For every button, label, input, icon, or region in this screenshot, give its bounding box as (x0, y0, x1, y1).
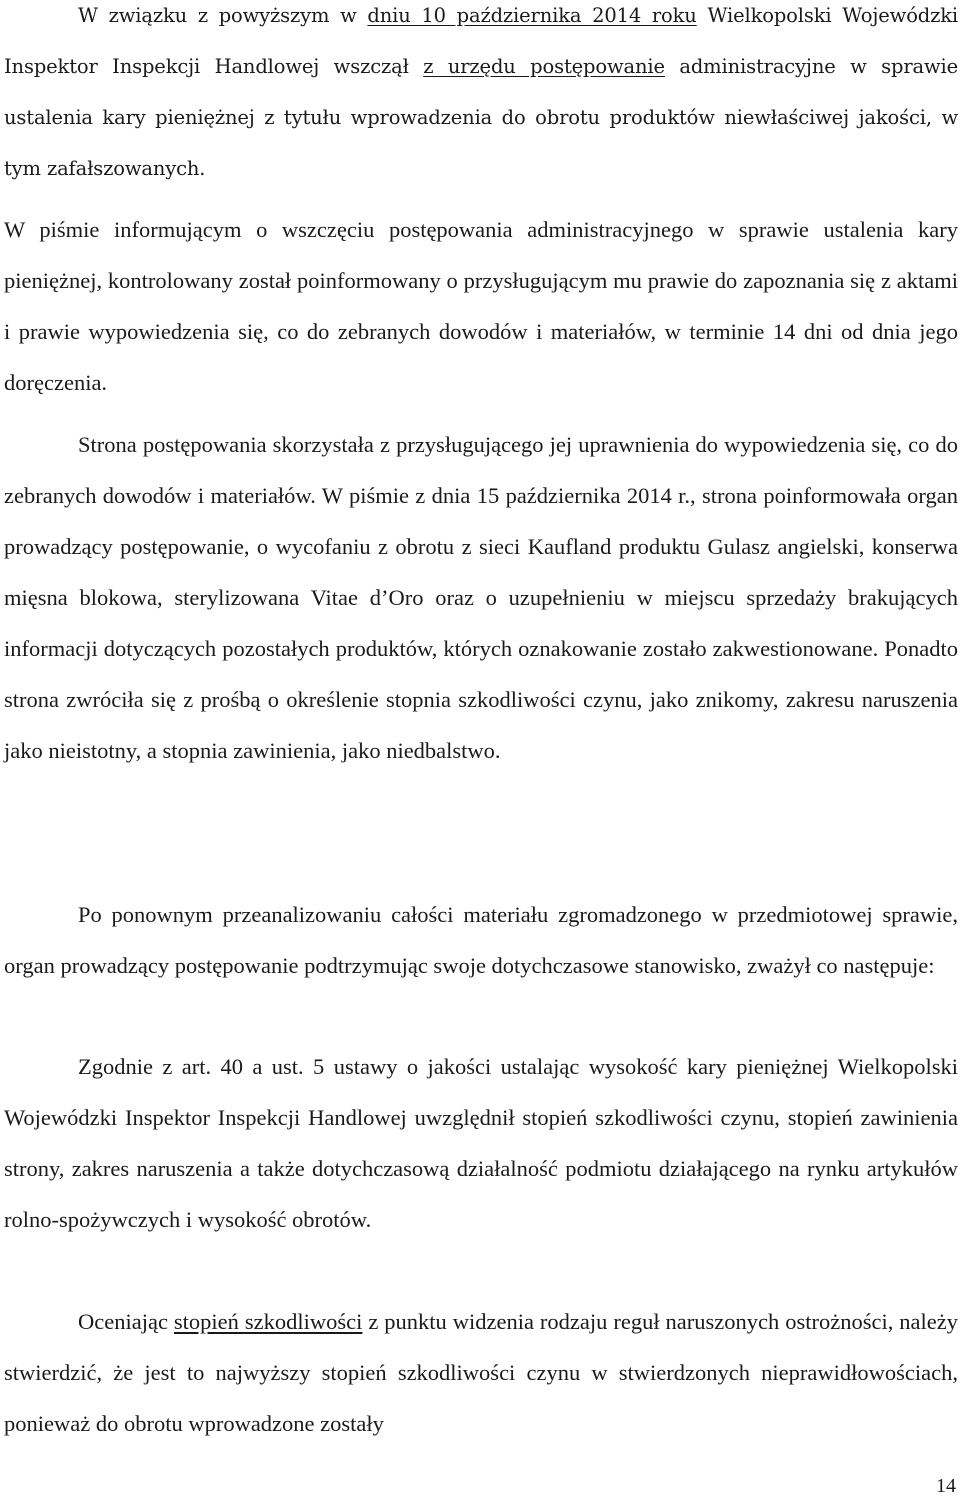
paragraph-notification: W piśmie informującym o wszczęciu postępowania administracyjnego w sprawie ustalenia kary pieniężnej, kontrolowany został poinformowany o przysługującym mu prawie do zapoznania się z aktami i prawie wypowiedzenia się, co do zebranych dowodów i materiałów, w terminie 14 dni od dnia jego doręczenia. (4, 217, 958, 395)
text-run: administracyjne w sprawie ustalenia kary pieniężnej z tytułu wprowadzenia do obrotu produktów niewłaściwej jakości, w tym zafałszowanych. (4, 55, 959, 180)
paragraph-legal-basis: Zgodnie z art. 40 a ust. 5 ustawy o jakości ustalając wysokość kary pieniężnej Wielkopolski Wojewódzki Inspektor Inspekcji Handlowej uwzględnił stopień szkodliwości czynu, stopień zawinienia strony, zakres naruszenia a także dotychczasową działalność podmiotu działającego na rynku artykułów rolno-spożywczych i wysokość obrotów. (4, 1054, 958, 1232)
text-run: Oceniając (78, 1309, 174, 1334)
paragraph-harm-assessment (4, 1296, 958, 1449)
underlined-date: dniu 10 października 2014 roku (367, 4, 697, 27)
paragraph-party-response: Strona postępowania skorzystała z przysługującego jej uprawnienia do wypowiedzenia się, co do zebranych dowodów i materiałów. W piśmie z dnia 15 października 2014 r., strona poinformowała organ prowadzący postępowanie, o wycofaniu z obrotu z sieci Kaufland produktu Gulasz angielski, konserwa mięsna blokowa, sterylizowana Vitae d’Oro oraz o uzupełnieniu w miejscu sprzedaży brakujących informacji dotyczących pozostałych produktów, których oznakowanie zostało zakwestionowane. Ponadto strona zwróciła się z prośbą o określenie stopnia szkodliwości czynu, jako znikomy, zakresu naruszenia jako nieistotny, a stopnia zawinienia, jako niedbalstwo. (4, 432, 958, 763)
paragraph-initiation (4, 0, 958, 194)
underlined-phrase: stopień szkodliwości (173, 1309, 363, 1334)
text-run: Wielkopolski Wojewódzki Inspektor Inspekcji Handlowej wszczął (4, 4, 959, 78)
text-run: z punktu widzenia rodzaju reguł naruszonych ostrożności, należy stwierdzić, że jest to najwyższy stopień szkodliwości czynu w stwierdzonych nieprawidłowościach, ponieważ do obrotu wprowadzone zostały (4, 1309, 959, 1436)
page-number: 14 (936, 1475, 956, 1497)
underlined-phrase: z urzędu postępowanie (423, 55, 665, 78)
paragraph-reanalysis: Po ponownym przeanalizowaniu całości materiału zgromadzonego w przedmiotowej sprawie, organ prowadzący postępowanie podtrzymując swoje dotychczasowe stanowisko, zważył co następuje: (4, 902, 958, 978)
text-run: W związku z powyższym w (78, 4, 368, 27)
